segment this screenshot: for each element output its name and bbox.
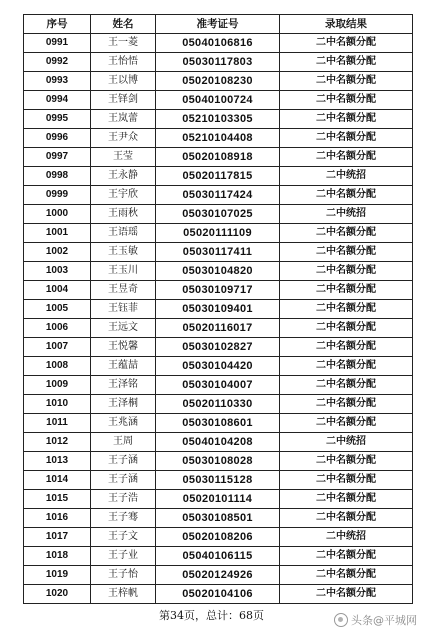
result-cell: 二中名额分配: [280, 395, 413, 414]
result-cell: 二中名额分配: [280, 243, 413, 262]
exam-id-cell: 05030108028: [156, 452, 280, 471]
seq-cell: 0997: [24, 148, 91, 167]
exam-id-cell: 05030108601: [156, 414, 280, 433]
name-cell: 王雨秋: [91, 205, 156, 224]
result-cell: 二中名额分配: [280, 34, 413, 53]
exam-id-cell: 05020104106: [156, 585, 280, 604]
name-cell: 王远文: [91, 319, 156, 338]
seq-cell: 0992: [24, 53, 91, 72]
name-cell: 王泽桐: [91, 395, 156, 414]
table-row: [24, 376, 413, 395]
seq-cell: 0991: [24, 34, 91, 53]
seq-cell: 1000: [24, 205, 91, 224]
header-seq: 序号: [24, 15, 91, 34]
result-cell: 二中名额分配: [280, 262, 413, 281]
result-cell: 二中名额分配: [280, 300, 413, 319]
toutiao-logo-icon: [334, 613, 348, 627]
watermark: [334, 612, 417, 628]
table-row: [24, 414, 413, 433]
table-row: [24, 490, 413, 509]
seq-cell: 1005: [24, 300, 91, 319]
result-cell: 二中统招: [280, 528, 413, 547]
table-row: [24, 319, 413, 338]
seq-cell: 1017: [24, 528, 91, 547]
seq-cell: 1004: [24, 281, 91, 300]
exam-id-cell: 05040104208: [156, 433, 280, 452]
name-cell: 王子文: [91, 528, 156, 547]
name-cell: 王钰菲: [91, 300, 156, 319]
result-cell: 二中名额分配: [280, 547, 413, 566]
exam-id-cell: 05030117424: [156, 186, 280, 205]
result-cell: 二中统招: [280, 433, 413, 452]
exam-id-cell: 05020111109: [156, 224, 280, 243]
table-row: [24, 433, 413, 452]
table-row: [24, 72, 413, 91]
table-row: [24, 243, 413, 262]
table-row: [24, 395, 413, 414]
table-header-row: [24, 15, 413, 34]
header-name: 姓名: [91, 15, 156, 34]
result-cell: 二中名额分配: [280, 281, 413, 300]
result-cell: 二中名额分配: [280, 376, 413, 395]
table-row: [24, 281, 413, 300]
table-row: [24, 585, 413, 604]
name-cell: 王宇欣: [91, 186, 156, 205]
exam-id-cell: 05040106816: [156, 34, 280, 53]
seq-cell: 0998: [24, 167, 91, 186]
table-row: [24, 148, 413, 167]
result-cell: 二中名额分配: [280, 509, 413, 528]
result-cell: 二中名额分配: [280, 148, 413, 167]
table-row: [24, 471, 413, 490]
table-row: [24, 224, 413, 243]
result-cell: 二中名额分配: [280, 490, 413, 509]
result-cell: 二中名额分配: [280, 566, 413, 585]
result-cell: 二中名额分配: [280, 585, 413, 604]
table-row: [24, 452, 413, 471]
exam-id-cell: 05210103305: [156, 110, 280, 129]
result-cell: 二中统招: [280, 167, 413, 186]
result-cell: 二中名额分配: [280, 319, 413, 338]
seq-cell: 1006: [24, 319, 91, 338]
exam-id-cell: 05020108918: [156, 148, 280, 167]
result-cell: 二中名额分配: [280, 129, 413, 148]
table-row: [24, 338, 413, 357]
seq-cell: 1007: [24, 338, 91, 357]
exam-id-cell: 05030104007: [156, 376, 280, 395]
name-cell: 王周: [91, 433, 156, 452]
exam-id-cell: 05030104420: [156, 357, 280, 376]
result-cell: 二中名额分配: [280, 110, 413, 129]
exam-id-cell: 05030117411: [156, 243, 280, 262]
table-row: [24, 110, 413, 129]
name-cell: 王子怡: [91, 566, 156, 585]
exam-id-cell: 05020101114: [156, 490, 280, 509]
name-cell: 王梓帆: [91, 585, 156, 604]
table-row: [24, 262, 413, 281]
page-footer: 第34页，总计：68页: [159, 609, 264, 622]
name-cell: 王兆涵: [91, 414, 156, 433]
seq-cell: 0996: [24, 129, 91, 148]
result-cell: 二中名额分配: [280, 357, 413, 376]
table-row: [24, 167, 413, 186]
result-cell: 二中名额分配: [280, 186, 413, 205]
name-cell: 王岚蕾: [91, 110, 156, 129]
exam-id-cell: 05030117803: [156, 53, 280, 72]
exam-id-cell: 05030104820: [156, 262, 280, 281]
name-cell: 王以博: [91, 72, 156, 91]
seq-cell: 1010: [24, 395, 91, 414]
name-cell: 王悦馨: [91, 338, 156, 357]
name-cell: 王玉川: [91, 262, 156, 281]
exam-id-cell: 05030108501: [156, 509, 280, 528]
seq-cell: 0994: [24, 91, 91, 110]
name-cell: 王怡悟: [91, 53, 156, 72]
name-cell: 王子涵: [91, 452, 156, 471]
exam-id-cell: 05210104408: [156, 129, 280, 148]
exam-id-cell: 05020116017: [156, 319, 280, 338]
exam-id-cell: 05040106115: [156, 547, 280, 566]
seq-cell: 1015: [24, 490, 91, 509]
result-cell: 二中名额分配: [280, 72, 413, 91]
seq-cell: 1003: [24, 262, 91, 281]
result-cell: 二中名额分配: [280, 471, 413, 490]
seq-cell: 1002: [24, 243, 91, 262]
table-row: [24, 300, 413, 319]
result-cell: 二中名额分配: [280, 53, 413, 72]
exam-id-cell: 05020110330: [156, 395, 280, 414]
exam-id-cell: 05020117815: [156, 167, 280, 186]
table-row: [24, 566, 413, 585]
name-cell: 王尹众: [91, 129, 156, 148]
result-cell: 二中统招: [280, 205, 413, 224]
header-result: 录取结果: [280, 15, 413, 34]
name-cell: 王语瑶: [91, 224, 156, 243]
exam-id-cell: 05030109401: [156, 300, 280, 319]
watermark-text: 头条@平城网: [351, 614, 417, 627]
table-row: [24, 205, 413, 224]
exam-id-cell: 05020108206: [156, 528, 280, 547]
admission-table-sheet: [23, 14, 412, 604]
exam-id-cell: 05030109717: [156, 281, 280, 300]
result-cell: 二中名额分配: [280, 91, 413, 110]
name-cell: 王铎剑: [91, 91, 156, 110]
name-cell: 王子涵: [91, 471, 156, 490]
name-cell: 王一菱: [91, 34, 156, 53]
exam-id-cell: 05020124926: [156, 566, 280, 585]
table-row: [24, 528, 413, 547]
seq-cell: 1012: [24, 433, 91, 452]
table-row: [24, 509, 413, 528]
seq-cell: 1008: [24, 357, 91, 376]
seq-cell: 1016: [24, 509, 91, 528]
exam-id-cell: 05040100724: [156, 91, 280, 110]
exam-id-cell: 05020108230: [156, 72, 280, 91]
seq-cell: 1019: [24, 566, 91, 585]
seq-cell: 1011: [24, 414, 91, 433]
table-row: [24, 53, 413, 72]
name-cell: 王玉敏: [91, 243, 156, 262]
seq-cell: 0999: [24, 186, 91, 205]
seq-cell: 1014: [24, 471, 91, 490]
table-row: [24, 91, 413, 110]
result-cell: 二中名额分配: [280, 414, 413, 433]
table-row: [24, 129, 413, 148]
seq-cell: 1020: [24, 585, 91, 604]
table-row: [24, 186, 413, 205]
exam-id-cell: 05030107025: [156, 205, 280, 224]
seq-cell: 1009: [24, 376, 91, 395]
exam-id-cell: 05030102827: [156, 338, 280, 357]
seq-cell: 0995: [24, 110, 91, 129]
table-row: [24, 34, 413, 53]
result-cell: 二中名额分配: [280, 338, 413, 357]
name-cell: 王昱奇: [91, 281, 156, 300]
seq-cell: 1018: [24, 547, 91, 566]
seq-cell: 1001: [24, 224, 91, 243]
header-exam-id: 准考证号: [156, 15, 280, 34]
result-cell: 二中名额分配: [280, 452, 413, 471]
name-cell: 王永静: [91, 167, 156, 186]
admission-results-table: [23, 14, 413, 604]
seq-cell: 1013: [24, 452, 91, 471]
table-row: [24, 547, 413, 566]
seq-cell: 0993: [24, 72, 91, 91]
table-row: [24, 357, 413, 376]
result-cell: 二中名额分配: [280, 224, 413, 243]
name-cell: 王泽铭: [91, 376, 156, 395]
name-cell: 王蕴喆: [91, 357, 156, 376]
name-cell: 王莹: [91, 148, 156, 167]
name-cell: 王子浩: [91, 490, 156, 509]
exam-id-cell: 05030115128: [156, 471, 280, 490]
name-cell: 王子业: [91, 547, 156, 566]
name-cell: 王子骞: [91, 509, 156, 528]
